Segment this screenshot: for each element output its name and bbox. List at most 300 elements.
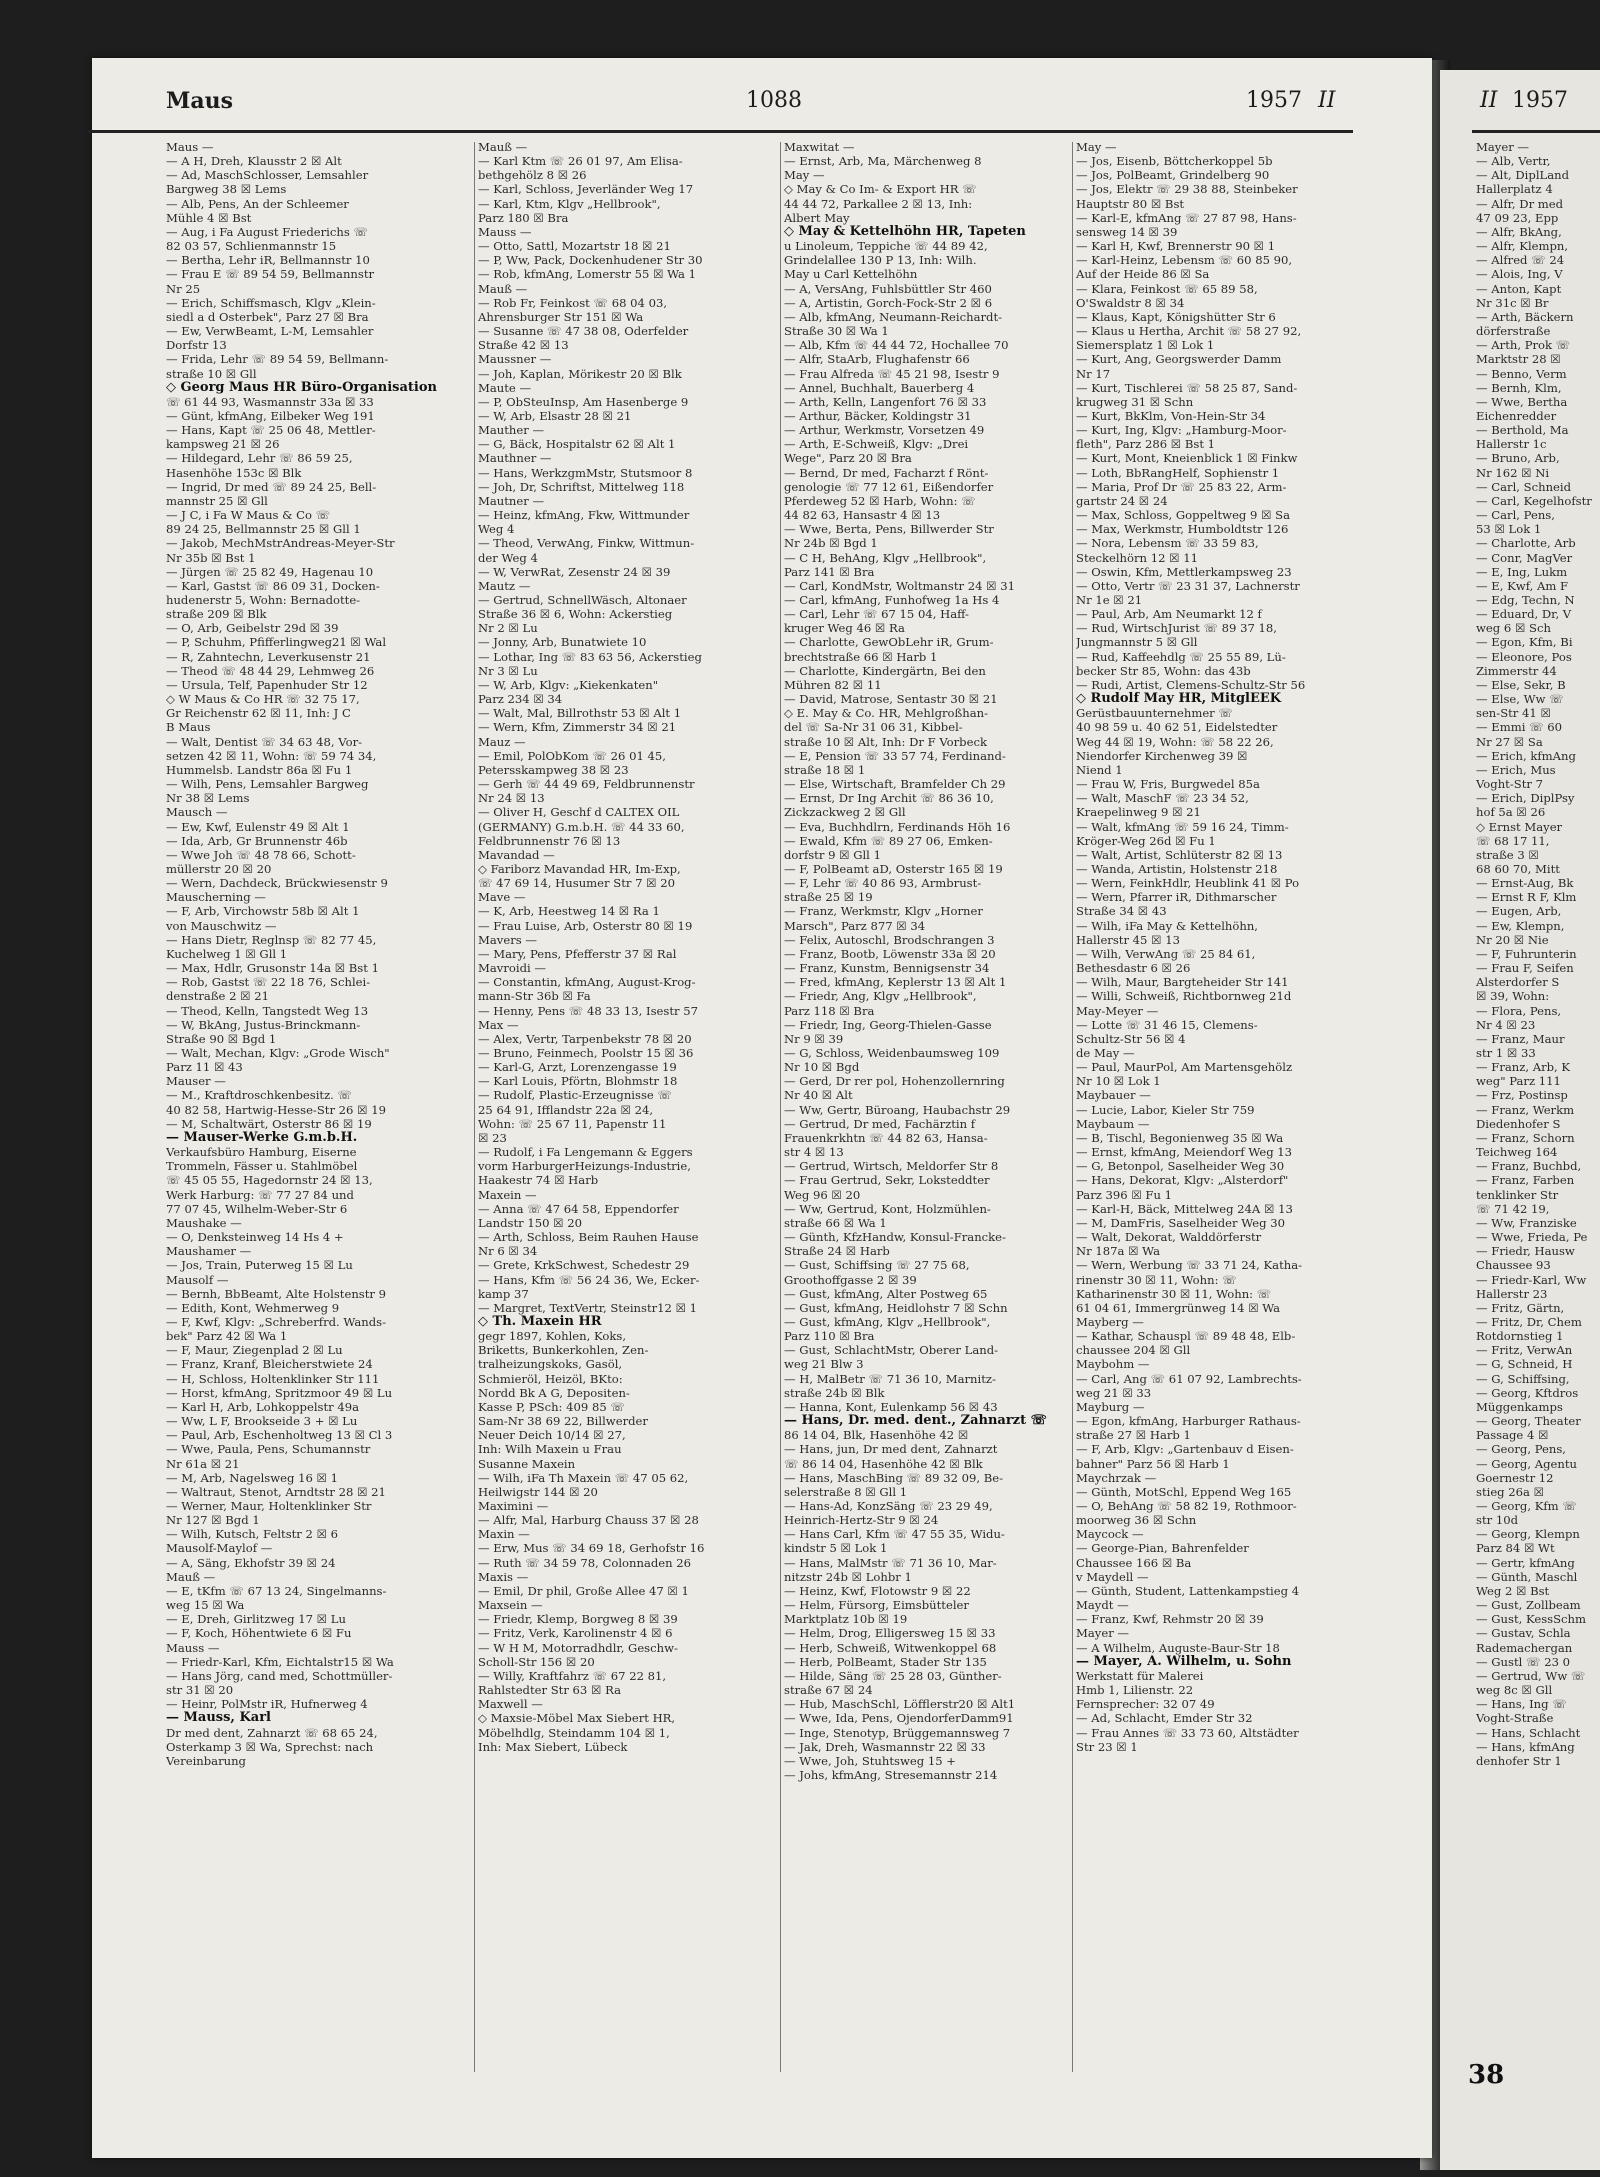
directory-entry-line: — Theod ☏ 48 44 29, Lehmweg 26 (166, 663, 375, 678)
directory-entry-line: Neuer Deich 10/14 ☒ 27, (478, 1428, 626, 1443)
directory-entry-line: May u Carl Kettelhöhn (784, 267, 918, 282)
directory-entry-line: Niend 1 (1076, 762, 1123, 777)
directory-entry-line: ◇ Fariborz Mavandad HR, Im-Exp, (478, 861, 681, 876)
directory-entry-line: — Else, Wirtschaft, Bramfelder Ch 29 (784, 777, 1006, 792)
directory-entry-line: — Wilh, Pens, Lemsahler Bargweg (166, 777, 369, 792)
adjacent-entry-line: — Franz, Buchbd, (1476, 1159, 1582, 1174)
directory-entry-line: straße 10 ☒ Gll (166, 366, 257, 381)
directory-entry-line: — Hildegard, Lehr ☏ 86 59 25, (166, 451, 353, 466)
directory-entry-line: — Walt, Artist, Schlüterstr 82 ☒ 13 (1076, 847, 1283, 862)
directory-entry-line: Hallerstr 45 ☒ 13 (1076, 932, 1180, 947)
directory-entry-line: — Rob, kfmAng, Lomerstr 55 ☒ Wa 1 (478, 267, 697, 282)
adjacent-entry-line: Hallerstr 23 (1476, 1286, 1548, 1301)
directory-entry-line: Groothoffgasse 2 ☒ 39 (784, 1272, 917, 1287)
directory-entry-line: Maybaum — (1076, 1116, 1150, 1131)
directory-entry-line: Parz 180 ☒ Bra (478, 210, 569, 225)
directory-entry-line: — Hans, Kfm ☏ 56 24 36, We, Ecker- (478, 1272, 700, 1287)
directory-entry-line: — Rudolf, Plastic-Erzeugnisse ☏ (478, 1088, 672, 1103)
directory-entry-line: — Heinz, kfmAng, Fkw, Wittmunder (478, 508, 690, 523)
adjacent-entry-line: — Bernh, Klm, (1476, 380, 1562, 395)
adjacent-entry-line: — E, Ing, Lukm (1476, 564, 1568, 579)
directory-entry-line: Steckelhörn 12 ☒ 11 (1076, 550, 1198, 565)
directory-entry-line: Maxsein — (478, 1598, 543, 1613)
directory-entry-line: Mausolf — (166, 1272, 229, 1287)
adjacent-entry-line: Nr 20 ☒ Nie (1476, 932, 1549, 947)
directory-entry-line: — Walt, Mal, Billrothstr 53 ☒ Alt 1 (478, 706, 682, 721)
directory-entry-line: — Jonny, Arb, Bunatwiete 10 (478, 635, 647, 650)
directory-entry-line: — Günth, KfzHandw, Konsul-Francke- (784, 1230, 1006, 1245)
adjacent-entry-line: — Gertrud, Ww ☏ (1476, 1668, 1586, 1683)
directory-entry-line: weg 21 Blw 3 (784, 1357, 864, 1372)
directory-entry-line: — H, MalBetr ☏ 71 36 10, Marnitz- (784, 1371, 996, 1386)
adjacent-entry-line: sen-Str 41 ☒ (1476, 706, 1551, 721)
directory-entry-line: — Carl, KondMstr, Woltmanstr 24 ☒ 31 (784, 578, 1015, 593)
directory-entry-line: Gr Reichenstr 62 ☒ 11, Inh: J C (166, 706, 351, 721)
directory-entry-line: Nr 10 ☒ Bgd (784, 1060, 860, 1075)
directory-entry-line: — Wern, Kfm, Zimmerstr 34 ☒ 21 (478, 720, 677, 735)
directory-entry-line: Mautz — (478, 578, 531, 593)
directory-entry-line: — Kurt, Tischlerei ☏ 58 25 87, Sand- (1076, 380, 1298, 395)
adjacent-entry-line: — Ernst R F, Klm (1476, 890, 1577, 905)
directory-entry-line: Nr 25 (166, 281, 201, 296)
directory-entry-line: — Ww, L F, Brookseide 3 + ☒ Lu (166, 1414, 358, 1429)
directory-entry-line: bek" Parz 42 ☒ Wa 1 (166, 1329, 288, 1344)
adjacent-entry-line: stieg 26a ☒ (1476, 1484, 1545, 1499)
directory-entry-line: Kraepelinweg 9 ☒ 21 (1076, 805, 1201, 820)
directory-entry-line: — Frida, Lehr ☏ 89 54 59, Bellmann- (166, 352, 389, 367)
directory-entry-line: Nr 9 ☒ 39 (784, 1031, 844, 1046)
directory-entry-line: — Loth, BbRangHelf, Sophienstr 1 (1076, 465, 1280, 480)
directory-entry-line: — Ernst, kfmAng, Meiendorf Weg 13 (1076, 1145, 1293, 1160)
directory-entry-line: — Friedr, Ang, Klgv „Hellbrook", (784, 989, 977, 1004)
adjacent-entry-line: — Georg, Kfm ☏ (1476, 1499, 1577, 1513)
directory-entry-line: Gerüstbauunternehmer ☏ (1076, 706, 1233, 721)
directory-entry-line: ☏ 47 69 14, Husumer Str 7 ☒ 20 (478, 876, 675, 891)
directory-entry-line: hudenerstr 5, Wohn: Bernadotte- (166, 593, 361, 607)
directory-entry-line: Nr 127 ☒ Bgd 1 (166, 1513, 260, 1528)
adjacent-entry-line: Voght-Str 7 (1476, 777, 1543, 792)
directory-entry-line: — Carl, Lehr ☏ 67 15 04, Haff- (784, 607, 969, 622)
directory-entry-line: gegr 1897, Kohlen, Koks, (478, 1329, 627, 1344)
directory-entry-line: kamp 37 (478, 1286, 529, 1301)
directory-entry-line: — Maria, Prof Dr ☏ 25 83 22, Arm- (1076, 479, 1287, 494)
directory-entry-line: — Hans, jun, Dr med dent, Zahnarzt (784, 1442, 998, 1457)
directory-entry-line: — Lothar, Ing ☏ 83 63 56, Ackerstieg (478, 649, 702, 664)
directory-entry-line: Maxwell — (478, 1697, 543, 1712)
directory-entry-line: — A H, Dreh, Klausstr 2 ☒ Alt (166, 154, 342, 169)
adjacent-entry-line: — Alfr, Dr med (1476, 196, 1564, 211)
directory-entry-line: — Charlotte, GewObLehr iR, Grum- (784, 635, 994, 650)
directory-entry-line: kruger Weg 46 ☒ Ra (784, 621, 905, 636)
directory-entry-line: — Bernh, BbBeamt, Alte Holstenstr 9 (166, 1286, 386, 1301)
directory-entry-line: Maybauer — (1076, 1088, 1151, 1103)
directory-entry-line: — F, Maur, Ziegenplad 2 ☒ Lu (166, 1343, 343, 1358)
directory-entry-line: — Franz, Werkmstr, Klgv „Horner (784, 904, 983, 919)
adjacent-entry-line: — Erich, DiplPsy (1476, 791, 1575, 806)
directory-entry-line: Mavandad — (478, 847, 555, 862)
directory-entry-line: — Friedr, Ing, Georg-Thielen-Gasse (784, 1017, 992, 1032)
directory-entry-line: Schmieröl, Heizöl, BKto: (478, 1371, 623, 1386)
directory-entry-line: — Gust, SchlachtMstr, Oberer Land- (784, 1343, 999, 1358)
directory-entry-line: — Wern, FeinkHdlr, Heublink 41 ☒ Po (1076, 876, 1300, 891)
directory-entry-line: Maussner — (478, 352, 552, 367)
directory-entry-line: Kuchelweg 1 ☒ Gll 1 (166, 946, 288, 961)
directory-entry-line: Verkaufsbüro Hamburg, Eiserne (166, 1145, 357, 1160)
adjacent-entry-line: Nr 27 ☒ Sa (1476, 734, 1543, 749)
directory-entry-line: ◇ Rudolf May HR, MitglEEK (1076, 692, 1282, 707)
directory-entry-line: Nr 61a ☒ 21 (166, 1456, 240, 1471)
directory-entry-line: u Linoleum, Teppiche ☏ 44 89 42, (784, 239, 988, 254)
directory-entry-line: — Ernst, Dr Ing Archit ☏ 86 36 10, (784, 791, 994, 806)
adjacent-entry-line: Hallerplatz 4 (1476, 182, 1553, 197)
directory-entry-line: — Felix, Autoschl, Brodschrangen 3 (784, 932, 995, 947)
directory-entry-line: Maushamer — (166, 1244, 252, 1259)
directory-entry-line: — J C, i Fa W Maus & Co ☏ (166, 508, 331, 523)
directory-entry-line: — Horst, kfmAng, Spritzmoor 49 ☒ Lu (166, 1385, 393, 1400)
adjacent-entry-line: — Eleonore, Pos (1476, 649, 1572, 664)
directory-entry-line: selerstraße 8 ☒ Gll 1 (784, 1484, 908, 1499)
directory-entry-line: — Rud, Kaffeehdlg ☏ 25 55 89, Lü- (1076, 649, 1286, 664)
directory-entry-line: — Max, Schloss, Goppeltweg 9 ☒ Sa (1076, 508, 1291, 523)
directory-entry-line: — Hans, MalMstr ☏ 71 36 10, Mar- (784, 1555, 997, 1570)
adjacent-entry-line: — Charlotte, Arb (1476, 536, 1576, 551)
directory-entry-line: Marsch", Parz 877 ☒ 34 (784, 918, 926, 933)
directory-entry-line: weg 21 ☒ 33 (1076, 1385, 1152, 1400)
adjacent-entry-line: — Friedr, Hausw (1476, 1244, 1575, 1259)
directory-entry-line: — Walt, Mechan, Klgv: „Grode Wisch" (166, 1046, 390, 1060)
directory-entry-line: 44 82 63, Hansastr 4 ☒ 13 (784, 508, 941, 523)
directory-entry-line: rinenstr 30 ☒ 11, Wohn: ☏ (1076, 1272, 1237, 1287)
directory-entry-line: Marktplatz 10b ☒ 19 (784, 1612, 908, 1627)
directory-entry-line: Parz 110 ☒ Bra (784, 1329, 875, 1344)
directory-entry-line: May — (1076, 140, 1117, 154)
adjacent-entry-line: — Alfr, Klempn, (1476, 239, 1569, 254)
adjacent-entry-line: Eichenredder (1476, 408, 1557, 423)
directory-entry-line: — Gertrud, Dr med, Fachärztin f (784, 1116, 976, 1131)
directory-entry-line: — P, Ww, Pack, Dockenhudener Str 30 (478, 253, 703, 268)
directory-entry-line: ◇ W Maus & Co HR ☏ 32 75 17, (166, 692, 360, 707)
directory-entry-line: Nr 187a ☒ Wa (1076, 1244, 1160, 1259)
directory-entry-line: Nr 2 ☒ Lu (478, 621, 538, 636)
directory-entry-line: — Ewald, Kfm ☏ 89 27 06, Emken- (784, 833, 993, 848)
directory-entry-line: — Franz, Bootb, Löwenstr 33a ☒ 20 (784, 946, 996, 961)
directory-entry-line: — Oswin, Kfm, Mettlerkampsweg 23 (1076, 564, 1292, 579)
adjacent-entry-line: — Günth, Maschl (1476, 1569, 1578, 1584)
directory-entry-line: — Lotte ☏ 31 46 15, Clemens- (1076, 1017, 1258, 1032)
directory-entry-line: — Gust, kfmAng, Heidlohstr 7 ☒ Schn (784, 1300, 1008, 1315)
directory-entry-line: — Karl Ktm ☏ 26 01 97, Am Elisa- (478, 154, 683, 169)
directory-entry-line: del ☏ Sa-Nr 31 06 31, Kibbel- (784, 720, 963, 735)
directory-entry-line: Mave — (478, 890, 526, 905)
directory-entry-line: — Bruno, Feinmech, Poolstr 15 ☒ 36 (478, 1046, 694, 1060)
directory-entry-line: — Wern, Pfarrer iR, Dithmarscher (1076, 890, 1277, 905)
directory-entry-line: dorfstr 9 ☒ Gll 1 (784, 847, 881, 862)
directory-entry-line: — Ww, Gertr, Büroang, Haubachstr 29 (784, 1102, 1011, 1117)
directory-entry-line: chaussee 204 ☒ Gll (1076, 1343, 1191, 1358)
directory-entry-line: — Walt, MaschF ☏ 23 34 52, (1076, 791, 1249, 806)
directory-entry-line: Chaussee 166 ☒ Ba (1076, 1555, 1192, 1570)
directory-entry-line: Mavroidi — (478, 961, 546, 976)
directory-entry-line: — Charlotte, Kindergärtn, Bei den (784, 663, 986, 678)
directory-entry-line: — Karl H, Kwf, Brennerstr 90 ☒ 1 (1076, 239, 1276, 254)
directory-entry-line: — H, Schloss, Holtenklinker Str 111 (166, 1371, 380, 1386)
directory-entry-line: — Hans, Dr. med. dent., Zahnarzt ☏ (784, 1414, 1047, 1429)
directory-entry-line: — B, Tischl, Begonienweg 35 ☒ Wa (1076, 1130, 1284, 1145)
directory-entry-line: ◇ May & Co Im- & Export HR ☏ (784, 182, 977, 197)
directory-entry-line: — G, Schloss, Weidenbaumsweg 109 (784, 1046, 1000, 1060)
directory-entry-line: ◇ Georg Maus HR Büro-Organisation (166, 380, 437, 395)
directory-entry-line: Hasenhöhe 153c ☒ Blk (166, 465, 302, 480)
directory-entry-line: Pferdeweg 52 ☒ Harb, Wohn: ☏ (784, 493, 976, 508)
directory-entry-line: — Jürgen ☏ 25 82 49, Hagenau 10 (166, 564, 374, 579)
directory-entry-line: Parz 141 ☒ Bra (784, 564, 875, 579)
directory-entry-line: ◇ Maxsie-Möbel Max Siebert HR, (478, 1711, 676, 1726)
directory-entry-line: Mühle 4 ☒ Bst (166, 210, 252, 225)
directory-entry-line: — Otto, Sattl, Mozartstr 18 ☒ 21 (478, 239, 671, 254)
directory-entry-line: — Walt, kfmAng ☏ 59 16 24, Timm- (1076, 819, 1289, 834)
directory-entry-line: Straße 36 ☒ 6, Wohn: Ackerstieg (478, 607, 673, 622)
directory-entry-line: — Wwe, Ida, Pens, OjendorferDamm91 (784, 1711, 1014, 1726)
directory-entry-line: Ahrensburger Str 151 ☒ Wa (478, 309, 644, 324)
directory-entry-line: — O, Denksteinweg 14 Hs 4 + (166, 1230, 344, 1245)
adjacent-entry-line: — Georg, Theater (1476, 1414, 1581, 1429)
adjacent-entry-line: Mayer — (1476, 140, 1530, 154)
directory-entry-line: Zickzackweg 2 ☒ Gll (784, 805, 906, 820)
directory-entry-line: — Oliver H, Geschf d CALTEX OIL (478, 805, 680, 820)
directory-entry-line: Parz 396 ☒ Fu 1 (1076, 1187, 1172, 1202)
directory-entry-line: — M, Schaltwärt, Osterstr 86 ☒ 19 (166, 1116, 372, 1131)
directory-entry-line: — W, BkAng, Justus-Brinckmann- (166, 1017, 361, 1032)
directory-entry-line: — Günth, Student, Lattenkampstieg 4 (1076, 1583, 1300, 1598)
directory-entry-line: Dorfstr 13 (166, 338, 227, 353)
directory-entry-line: Mayburg — (1076, 1399, 1145, 1414)
directory-entry-line: — Friedr, Klemp, Borgweg 8 ☒ 39 (478, 1612, 678, 1627)
adjacent-entry-line: — Benno, Verm (1476, 366, 1567, 381)
adjacent-entry-line: — Franz, Werkm (1476, 1102, 1575, 1117)
directory-entry-line: Hauptstr 80 ☒ Bst (1076, 196, 1185, 211)
directory-entry-line: Landstr 150 ☒ 20 (478, 1215, 582, 1230)
directory-entry-line: — Rudolf, i Fa Lengemann & Eggers (478, 1145, 693, 1160)
directory-entry-line: Maxin — (478, 1527, 530, 1542)
adjacent-entry-line: — Alt, DiplLand (1476, 168, 1570, 183)
directory-entry-line: Weg 96 ☒ 20 (784, 1187, 861, 1202)
directory-entry-line: — O, Arb, Geibelstr 29d ☒ 39 (166, 621, 339, 636)
directory-entry-line: Maushake — (166, 1215, 242, 1230)
directory-entry-line: fleth", Parz 286 ☒ Bst 1 (1076, 437, 1216, 452)
adjacent-entry-line: — Hans, Ing ☏ (1476, 1697, 1567, 1712)
directory-entry-line: — Margret, TextVertr, Steinstr12 ☒ 1 (478, 1300, 698, 1315)
directory-entry-line: — Ew, VerwBeamt, L-M, Lemsahler (166, 324, 374, 339)
directory-entry-line: Weg 44 ☒ 19, Wohn: ☏ 58 22 26, (1076, 734, 1274, 749)
adjacent-entry-line: 47 09 23, Epp (1476, 210, 1559, 225)
directory-entry-line: Mayberg — (1076, 1314, 1144, 1329)
adjacent-entry-line: — Eugen, Arb, (1476, 904, 1562, 919)
directory-entry-line: — E, Dreh, Girlitzweg 17 ☒ Lu (166, 1612, 346, 1627)
directory-entry-line: — Karl-G, Arzt, Lorenzengasse 19 (478, 1060, 677, 1075)
directory-entry-line: — A, VersAng, Fuhlsbüttler Str 460 (784, 281, 992, 296)
directory-entry-line: 40 82 58, Hartwig-Hesse-Str 26 ☒ 19 (166, 1102, 386, 1117)
adjacent-entry-line: — Georg, Klempn (1476, 1527, 1580, 1542)
directory-entry-line: Frauenkrkhtn ☏ 44 82 63, Hansa- (784, 1130, 988, 1145)
adjacent-entry-line: Voght-Straße (1476, 1711, 1554, 1726)
directory-entry-line: — Fritz, Verk, Karolinenstr 4 ☒ 6 (478, 1626, 673, 1641)
directory-entry-line: (GERMANY) G.m.b.H. ☏ 44 33 60, (478, 819, 685, 834)
directory-entry-line: — Alb, Kfm ☏ 44 44 72, Hochallee 70 (784, 338, 1009, 353)
adjacent-entry-line: — Carl, Schneid (1476, 479, 1572, 494)
directory-entry-line: — Bertha, Lehr iR, Bellmannstr 10 (166, 253, 370, 268)
directory-entry-line: — Ruth ☏ 34 59 78, Colonnaden 26 (478, 1555, 692, 1570)
directory-entry-line: — Wwe, Paula, Pens, Schumannstr (166, 1442, 371, 1457)
directory-entry-line: str 4 ☒ 13 (784, 1145, 844, 1160)
directory-entry-line: — Constantin, kfmAng, August-Krog- (478, 975, 696, 990)
adjacent-entry-line: Rotdornstieg 1 (1476, 1329, 1564, 1344)
directory-entry-line: — George-Pian, Bahrenfelder (1076, 1541, 1249, 1556)
adjacent-entry-line: weg 8c ☒ Gll (1476, 1683, 1553, 1698)
directory-entry-line: — Hans, MaschBing ☏ 89 32 09, Be- (784, 1470, 1004, 1485)
right-header-rule (1472, 130, 1600, 133)
adjacent-entry-line: Nr 4 ☒ 23 (1476, 1017, 1536, 1032)
adjacent-entry-line: tenklinker Str (1476, 1187, 1559, 1202)
directory-entry-line: 61 04 61, Immergrünweg 14 ☒ Wa (1076, 1300, 1281, 1315)
directory-entry-line: — Klara, Feinkost ☏ 65 89 58, (1076, 281, 1258, 296)
directory-entry-line: kampsweg 21 ☒ 26 (166, 437, 280, 452)
directory-entry-line: Nr 10 ☒ Lok 1 (1076, 1074, 1161, 1089)
directory-entry-line: Bethesdastr 6 ☒ 26 (1076, 961, 1191, 976)
directory-entry-line: — Bernd, Dr med, Facharzt f Rönt- (784, 465, 989, 480)
adjacent-entry-line: weg" Parz 111 (1476, 1074, 1561, 1089)
directory-entry-line: straße 24b ☒ Blk (784, 1385, 885, 1400)
directory-entry-line: 40 98 59 u. 40 62 51, Eidelstedter (1076, 720, 1278, 735)
directory-entry-line: — W, Arb, Klgv: „Kiekenkaten" (478, 677, 659, 692)
directory-entry-line: — Kurt, BkKlm, Von-Hein-Str 34 (1076, 408, 1266, 423)
adjacent-entry-line: Müggenkamps (1476, 1399, 1563, 1414)
directory-entry-line: — Hans Dietr, Reglnsp ☏ 82 77 45, (166, 932, 377, 947)
page-part: II (1318, 88, 1336, 113)
directory-entry-line: Nordd Bk A G, Depositen- (478, 1385, 630, 1400)
adjacent-entry-line: 68 60 70, Mitt (1476, 861, 1560, 876)
directory-entry-line: Str 23 ☒ 1 (1076, 1739, 1138, 1754)
directory-entry-line: 77 07 45, Wilhelm-Weber-Str 6 (166, 1201, 348, 1216)
directory-entry-line: Fernsprecher: 32 07 49 (1076, 1697, 1215, 1712)
adjacent-entry-line: — Franz, Schorn (1476, 1130, 1575, 1145)
directory-entry-line: — Frau Luise, Arb, Osterstr 80 ☒ 19 (478, 918, 693, 933)
adjacent-entry-line: Goernestr 12 (1476, 1470, 1554, 1485)
directory-entry-line: — Hans, WerkzgmMstr, Stutsmoor 8 (478, 465, 693, 480)
adjacent-entry-line: — Gust, Zollbeam (1476, 1598, 1581, 1613)
directory-entry-line: — Hanna, Kont, Eulenkamp 56 ☒ 43 (784, 1399, 998, 1414)
adjacent-entry-line: — G, Schiffsing, (1476, 1371, 1570, 1386)
directory-entry-line: Nr 1e ☒ 21 (1076, 593, 1143, 607)
directory-entry-line: Osterkamp 3 ☒ Wa, Sprechst: nach (166, 1739, 374, 1754)
directory-entry-line: — David, Matrose, Sentastr 30 ☒ 21 (784, 692, 998, 707)
directory-entry-line: — Hans Jörg, cand med, Schottmüller- (166, 1668, 393, 1683)
directory-entry-line: — Jos, Train, Puterweg 15 ☒ Lu (166, 1258, 353, 1273)
directory-entry-line: Petersskampweg 38 ☒ 23 (478, 762, 629, 777)
adjacent-entry-line: — Alb, Vertr, (1476, 154, 1551, 169)
directory-entry-line: — Max, Hdlr, Grusonstr 14a ☒ Bst 1 (166, 961, 379, 976)
directory-entry-line: — F, PolBeamt aD, Osterstr 165 ☒ 19 (784, 861, 1003, 876)
adjacent-entry-line: — Ew, Klempn, (1476, 918, 1565, 933)
directory-entry-line: — Wern, Werbung ☏ 33 71 24, Katha- (1076, 1258, 1303, 1273)
directory-entry-line: — Egon, kfmAng, Harburger Rathaus- (1076, 1414, 1301, 1429)
directory-entry-line: — Eva, Buchhdlrn, Ferdinands Höh 16 (784, 819, 1011, 834)
directory-entry-line: — Ew, Kwf, Eulenstr 49 ☒ Alt 1 (166, 819, 350, 834)
directory-entry-line: ☏ 86 14 04, Hasenhöhe 42 ☒ Blk (784, 1456, 983, 1471)
directory-entry-line: — Kurt, Ang, Georgswerder Damm (1076, 352, 1282, 367)
directory-entry-line: müllerstr 20 ☒ 20 (166, 861, 272, 876)
directory-entry-line: — Carl, Ang ☏ 61 07 92, Lambrechts- (1076, 1371, 1302, 1386)
directory-entry-line: — M., Kraftdroschkenbesitz. ☏ (166, 1088, 353, 1103)
directory-entry-line: — Gust, Schiffsing ☏ 27 75 68, (784, 1258, 970, 1273)
adjacent-entry-line: Teichweg 164 (1476, 1145, 1558, 1160)
directory-entry-line: — Anna ☏ 47 64 58, Eppendorfer (478, 1201, 679, 1216)
adjacent-entry-line: — Carl, Pens, (1476, 508, 1555, 523)
directory-entry-line: — K, Arb, Heestweg 14 ☒ Ra 1 (478, 904, 660, 919)
adjacent-entry-line: — Franz, Maur (1476, 1031, 1565, 1046)
adjacent-entry-line: — Bruno, Arb, (1476, 451, 1560, 466)
directory-entry-line: — Joh, Kaplan, Mörikestr 20 ☒ Blk (478, 366, 682, 381)
directory-entry-line: Nr 40 ☒ Alt (784, 1088, 853, 1103)
directory-entry-line: — O, BehAng ☏ 58 82 19, Rothmoor- (1076, 1499, 1297, 1513)
directory-entry-line: 89 24 25, Bellmannstr 25 ☒ Gll 1 (166, 522, 361, 537)
directory-entry-line: Max — (478, 1017, 519, 1032)
directory-entry-line: tralheizungskoks, Gasöl, (478, 1357, 623, 1372)
directory-entry-line: — Emil, Dr phil, Große Allee 47 ☒ 1 (478, 1583, 689, 1598)
adjacent-entry-line: Alsterdorfer S (1476, 975, 1560, 990)
directory-entry-line: Briketts, Bunkerkohlen, Zen- (478, 1343, 649, 1358)
directory-entry-line: v Maydell — (1076, 1569, 1149, 1584)
directory-entry-line: — Paul, Arb, Eschenholtweg 13 ☒ Cl 3 (166, 1428, 393, 1443)
directory-entry-line: — R, Zahntechn, Leverkusenstr 21 (166, 649, 371, 664)
directory-entry-line: Inh: Wilh Maxein u Frau (478, 1442, 622, 1457)
adjacent-page-number: 38 (1468, 2060, 1505, 2090)
directory-entry-line: — Gerh ☏ 44 49 69, Feldbrunnenstr (478, 777, 695, 792)
directory-entry-line: Nr 24b ☒ Bgd 1 (784, 536, 878, 551)
directory-entry-line: Mauther — (478, 423, 545, 438)
directory-entry-line: mann-Str 36b ☒ Fa (478, 989, 591, 1004)
directory-entry-line: — F, Koch, Höhentwiete 6 ☒ Fu (166, 1626, 352, 1641)
adjacent-entry-line: straße 3 ☒ (1476, 847, 1539, 862)
directory-entry-line: straße 67 ☒ 24 (784, 1683, 873, 1698)
adjacent-entry-line: — Georg, Agentu (1476, 1456, 1577, 1471)
directory-entry-line: — Franz, Kranf, Bleicherstwiete 24 (166, 1357, 373, 1372)
directory-entry-line: Siemersplatz 1 ☒ Lok 1 (1076, 338, 1215, 353)
adjacent-entry-line: dörferstraße (1476, 324, 1551, 339)
directory-entry-line: 86 14 04, Blk, Hasenhöhe 42 ☒ (784, 1428, 969, 1443)
directory-entry-line: — Johs, kfmAng, Stresemannstr 214 (784, 1767, 998, 1782)
directory-entry-line: — Karl H, Arb, Lohkoppelstr 49a (166, 1399, 360, 1414)
directory-entry-line: — Fred, kfmAng, Keplerstr 13 ☒ Alt 1 (784, 975, 1007, 990)
directory-entry-line: becker Str 85, Wohn: das 43b (1076, 663, 1251, 678)
directory-entry-line: Vereinbarung (166, 1753, 246, 1768)
adjacent-entry-line: — Wwe, Frieda, Pe (1476, 1230, 1588, 1245)
directory-entry-line: Hummelsb. Landstr 86a ☒ Fu 1 (166, 762, 353, 777)
directory-entry-line: — Arth, Schloss, Beim Rauhen Hause (478, 1230, 699, 1245)
adjacent-entry-line: — Arth, Bäckern (1476, 309, 1574, 324)
adjacent-entry-line: Parz 84 ☒ Wt (1476, 1541, 1555, 1556)
adjacent-entry-line: — Flora, Pens, (1476, 1003, 1562, 1018)
directory-entry-line: Mauß — (478, 140, 528, 154)
directory-entry-line: — Friedr-Karl, Kfm, Eichtalstr15 ☒ Wa (166, 1654, 394, 1669)
directory-entry-line: Werk Harburg: ☏ 77 27 84 und (166, 1187, 354, 1202)
directory-entry-line: Maxwitat — (784, 140, 855, 154)
directory-column-1 (166, 140, 468, 1768)
directory-entry-line: — E, tKfm ☏ 67 13 24, Singelmanns- (166, 1583, 387, 1598)
adjacent-entry-line: — Carl, Kegelhofstr (1476, 493, 1592, 508)
directory-entry-line: — Arth, E-Schweiß, Klgv: „Drei (784, 437, 969, 452)
directory-entry-line: — Max, Werkmstr, Humboldtstr 126 (1076, 522, 1289, 537)
directory-entry-line: — Herb, PolBeamt, Stader Str 135 (784, 1654, 987, 1669)
